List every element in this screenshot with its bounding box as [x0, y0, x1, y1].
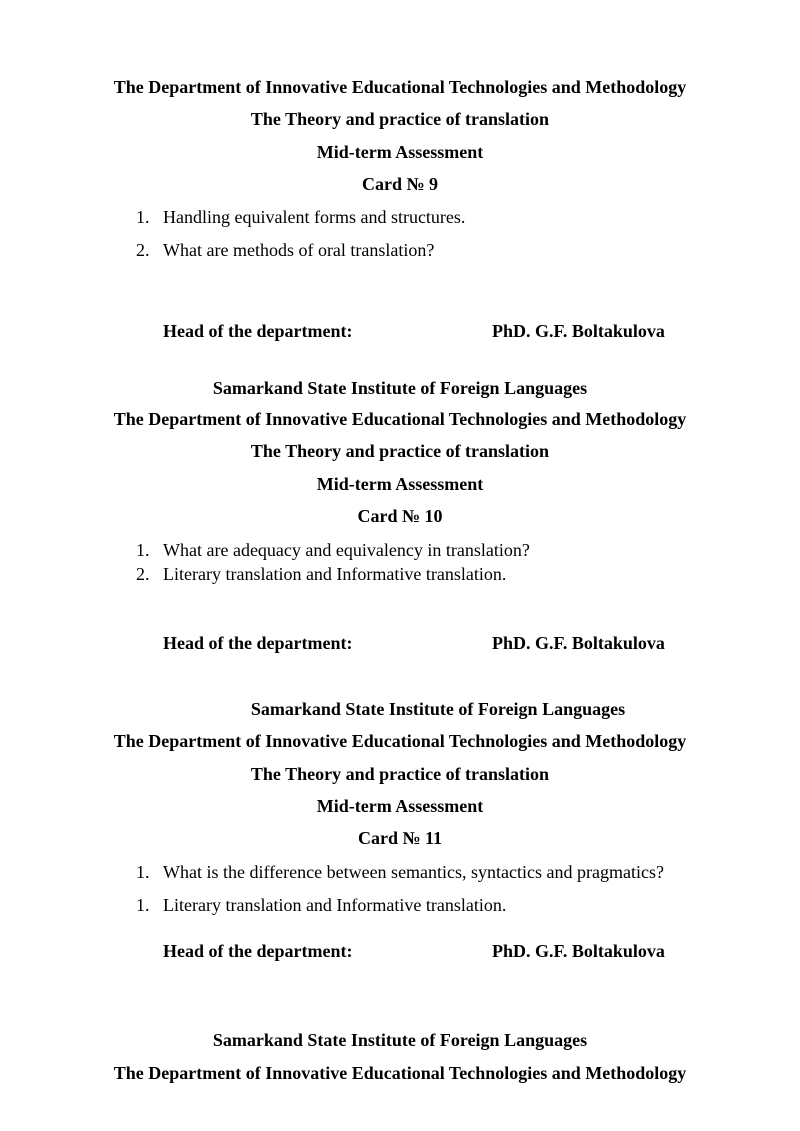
subject-heading: The Theory and practice of translation: [250, 441, 550, 461]
department-heading: The Department of Innovative Educational Technologies and Methodology: [113, 731, 687, 751]
question-number: 2.: [136, 240, 150, 260]
question-number: 1.: [136, 207, 150, 227]
card-number: Card № 11: [357, 828, 443, 848]
assessment-heading: Mid-term Assessment: [316, 796, 484, 816]
head-label: Head of the department:: [163, 633, 353, 653]
department-heading: The Department of Innovative Educational Technologies and Methodology: [113, 1063, 687, 1083]
assessment-heading: Mid-term Assessment: [316, 474, 484, 494]
head-name: PhD. G.F. Boltakulova: [492, 321, 665, 341]
question-text: Handling equivalent forms and structures.: [163, 207, 466, 227]
question-number: 1.: [136, 540, 150, 560]
head-name: PhD. G.F. Boltakulova: [492, 633, 665, 653]
head-name: PhD. G.F. Boltakulova: [492, 941, 665, 961]
question-number: 1.: [136, 895, 150, 915]
subject-heading: The Theory and practice of translation: [250, 764, 550, 784]
question-text: What are adequacy and equivalency in translation?: [163, 540, 530, 560]
card-number: Card № 10: [357, 506, 443, 526]
question-number: 2.: [136, 564, 150, 584]
institute-heading: Samarkand State Institute of Foreign Languages: [212, 1030, 588, 1050]
head-label: Head of the department:: [163, 321, 353, 341]
head-label: Head of the department:: [163, 941, 353, 961]
question-number: 1.: [136, 862, 150, 882]
question-text: What are methods of oral translation?: [163, 240, 435, 260]
card-number: Card № 9: [361, 174, 439, 194]
question-text: Literary translation and Informative translation.: [163, 895, 507, 915]
institute-heading: Samarkand State Institute of Foreign Languages: [250, 699, 626, 719]
institute-heading: Samarkand State Institute of Foreign Languages: [212, 378, 588, 398]
department-heading: The Department of Innovative Educational Technologies and Methodology: [113, 77, 687, 97]
question-text: Literary translation and Informative translation.: [163, 564, 507, 584]
subject-heading: The Theory and practice of translation: [250, 109, 550, 129]
assessment-heading: Mid-term Assessment: [316, 142, 484, 162]
question-text: What is the difference between semantics, syntactics and pragmatics?: [163, 862, 664, 882]
department-heading: The Department of Innovative Educational Technologies and Methodology: [113, 409, 687, 429]
